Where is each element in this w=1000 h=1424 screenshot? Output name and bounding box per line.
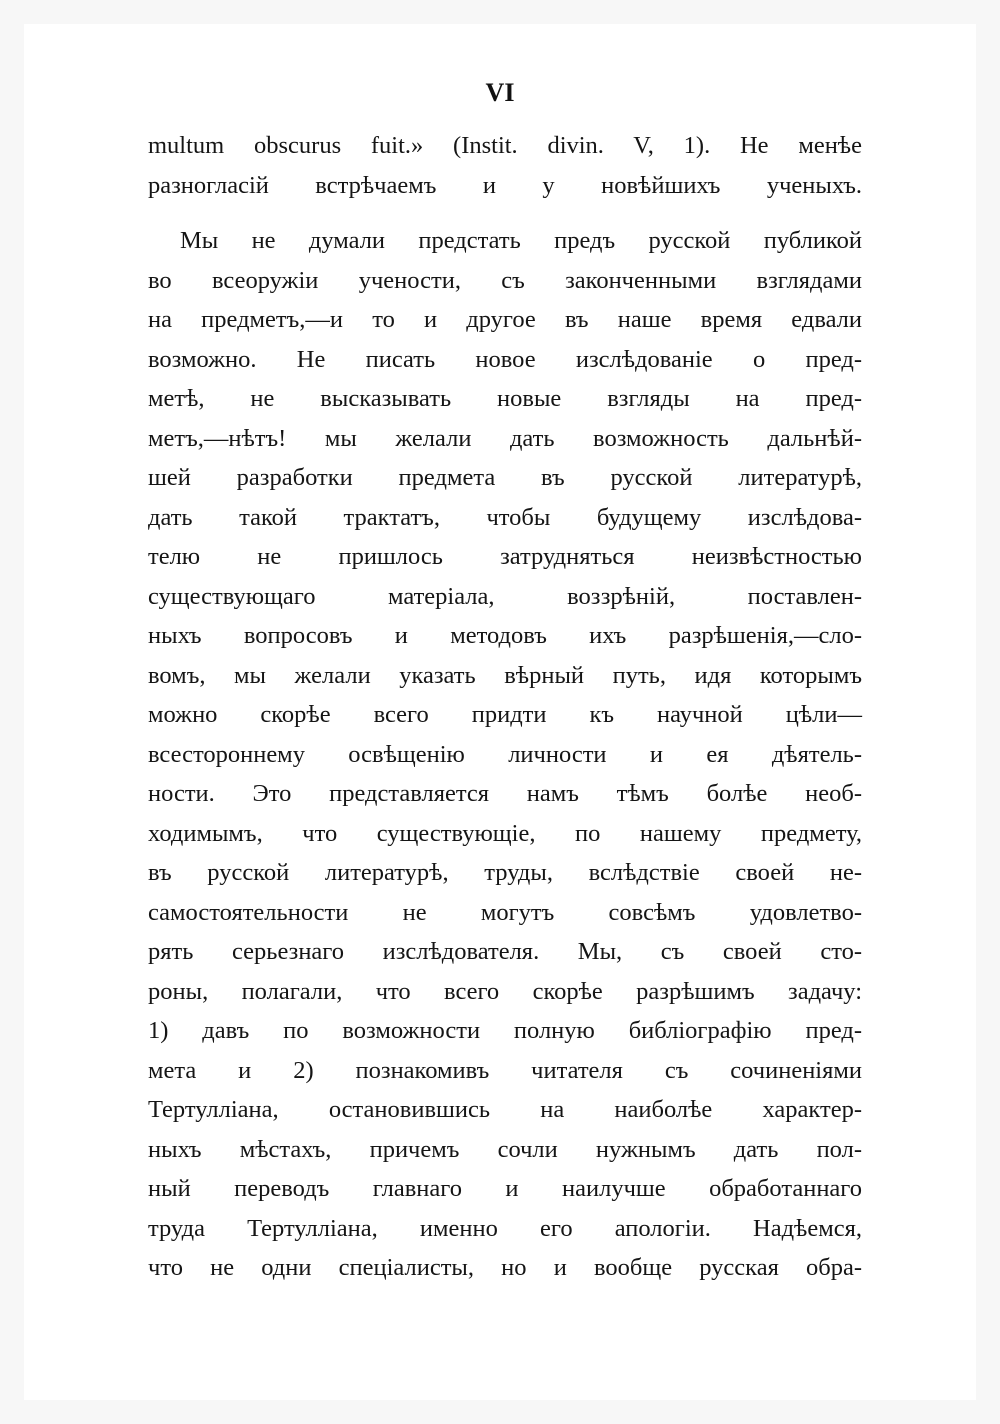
text-line: всестороннему освѣщенію личности и ея дѣятель-	[148, 740, 862, 768]
text-line: можно скорѣе всего придти къ научной цѣли—	[148, 701, 862, 728]
text-line: дать такой трактатъ, чтобы будущему изслѣдова-	[148, 503, 862, 531]
text-line: 1) давъ по возможности полную библіографію пред-	[148, 1017, 862, 1044]
text-line: самостоятельности не могутъ совсѣмъ удовлетво-	[148, 898, 862, 926]
text-line: ный переводъ главнаго и наилучше обработаннаго	[148, 1175, 862, 1202]
text-line: рять серьезнаго изслѣдователя. Мы, съ своей сто-	[148, 938, 862, 965]
text-line: метъ,—нѣтъ! мы желали дать возможность дальнѣй-	[148, 424, 862, 452]
text-line: въ русской литературѣ, труды, вслѣдствіе своей не-	[148, 859, 862, 886]
text-line: Тертулліана, остановившись на наиболѣе характер-	[148, 1096, 862, 1123]
text-line: multum obscurus fuit.» (Instit. divin. V, 1). Не менѣе	[148, 132, 862, 159]
paragraph-2	[148, 221, 862, 1288]
paragraph-1	[148, 126, 862, 205]
text-line: телю не пришлось затрудняться неизвѣстностью	[148, 543, 862, 570]
text-line: ности. Это представляется намъ тѣмъ болѣе необ-	[148, 780, 862, 807]
text-line: возможно. Не писать новое изслѣдованіе о пред-	[148, 345, 862, 373]
text-line: существующаго матеріала, воззрѣній, поставлен-	[148, 582, 862, 610]
text-line: труда Тертулліана, именно его апологіи. Надѣемся,	[148, 1214, 862, 1242]
text-line: мета и 2) познакомивъ читателя съ сочиненіями	[148, 1056, 862, 1084]
text-line: ныхъ вопросовъ и методовъ ихъ разрѣшенія,—сло-	[148, 622, 862, 649]
text-line: что не одни спеціалисты, но и вообще русская обра-	[148, 1254, 862, 1281]
text-line: роны, полагали, что всего скорѣе разрѣшимъ задачу:	[148, 977, 862, 1005]
text-line: ходимымъ, что существующіе, по нашему предмету,	[148, 819, 862, 847]
text-line: ныхъ мѣстахъ, причемъ сочли нужнымъ дать пол-	[148, 1135, 862, 1163]
text-line: метѣ, не высказывать новые взгляды на пред-	[148, 385, 862, 412]
text-line: шей разработки предмета въ русской литературѣ,	[148, 464, 862, 491]
text-line: Мы не думали предстать предъ русской публикой	[180, 227, 862, 254]
text-line: разногласій встрѣчаемъ и у новѣйшихъ ученыхъ.	[148, 171, 862, 199]
text-line: во всеоружіи учености, съ законченными взглядами	[148, 266, 862, 294]
text-line: вомъ, мы желали указать вѣрный путь, идя которымъ	[148, 661, 862, 689]
page-number: VI	[485, 78, 515, 107]
text-line: на предметъ,—и то и другое въ наше время едвали	[148, 306, 862, 333]
